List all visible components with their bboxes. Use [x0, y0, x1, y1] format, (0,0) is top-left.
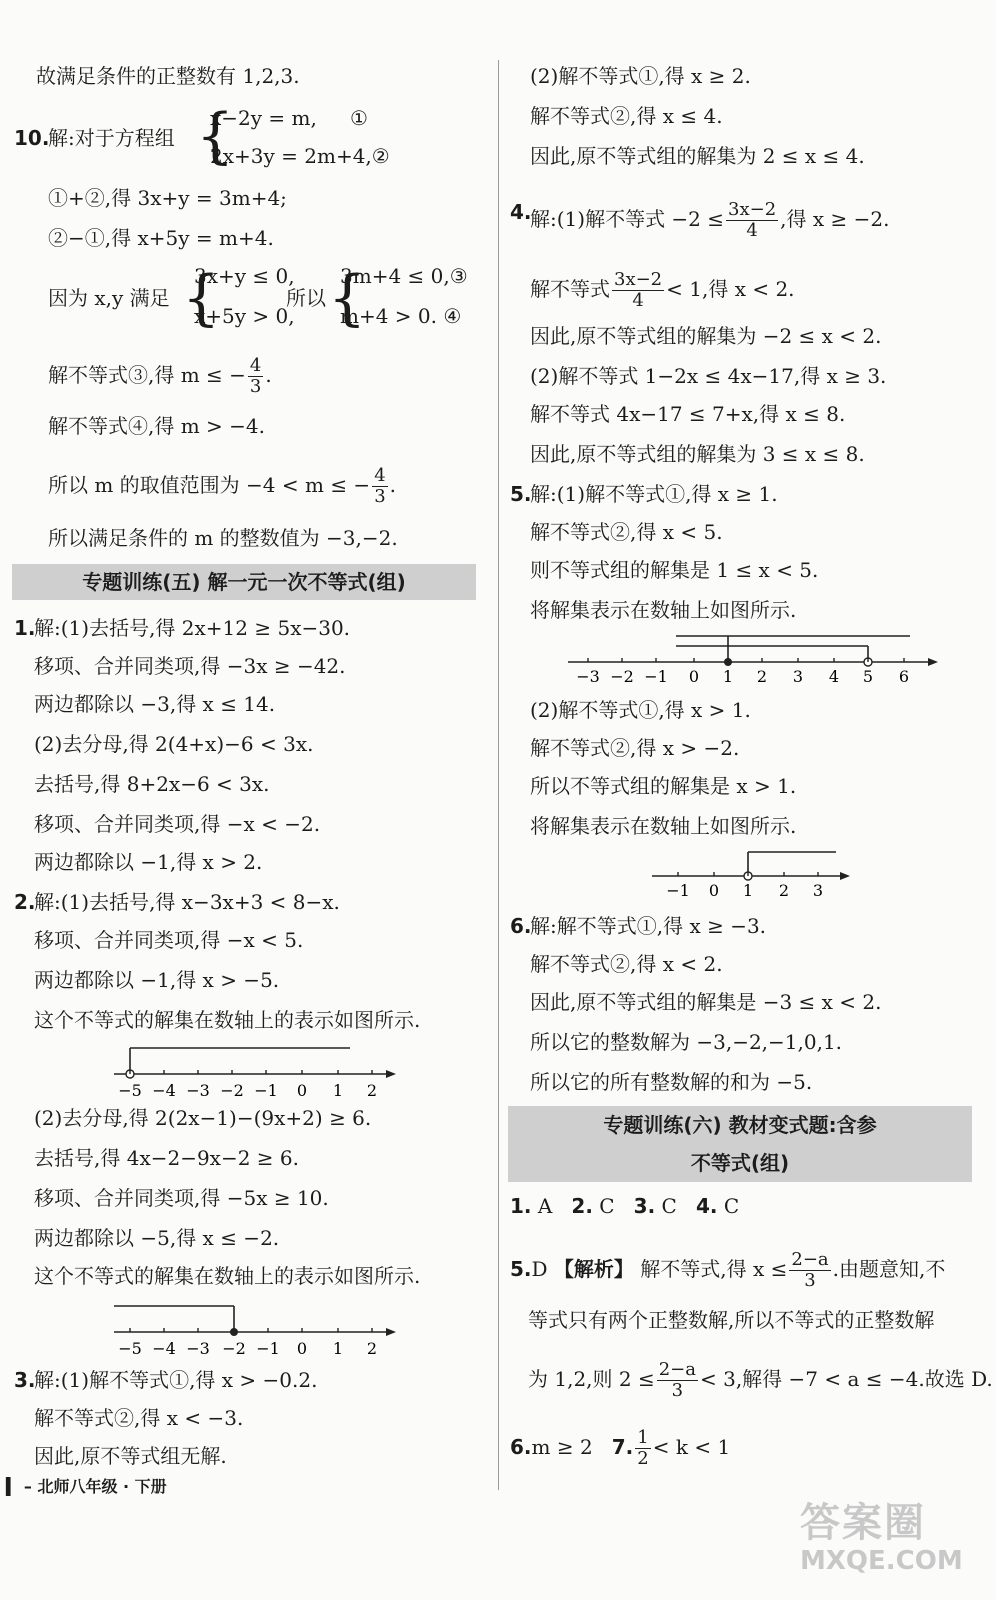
question-number: 10.: [14, 126, 50, 150]
text-line: [530, 270, 795, 311]
axis-label: 4: [828, 667, 840, 686]
text-line: (2)解不等式 1−2x ≤ 4x−17,得 x ≥ 3.: [530, 364, 887, 388]
fraction: [657, 1360, 698, 1401]
question-number: 5.: [510, 482, 532, 506]
section-header: 专题训练(五) 解一元一次不等式(组): [12, 564, 476, 600]
answer: D: [531, 1257, 548, 1281]
text-line: [510, 1250, 945, 1291]
text-line: 解不等式②,得 x < 2.: [530, 952, 723, 976]
question-number: 5.: [510, 1257, 532, 1281]
axis-label: −3: [186, 1081, 210, 1100]
text-line: (2)去分母,得 2(2x−1)−(9x+2) ≥ 6.: [34, 1106, 372, 1130]
axis-label: −3: [576, 667, 600, 686]
axis-label: 2: [756, 667, 768, 686]
fraction: [726, 200, 778, 241]
text-line: (2)解不等式①,得 x ≥ 2.: [530, 64, 751, 88]
fraction-numerator: 4: [374, 465, 386, 486]
text-line: 所以: [286, 286, 326, 310]
fraction: [635, 1428, 650, 1469]
text-span: 为 1,2,则 2 ≤: [528, 1367, 655, 1391]
text-line: 这个不等式的解集在数轴上的表示如图所示.: [34, 1008, 421, 1032]
fraction-denominator: 3: [804, 1270, 816, 1291]
number-line: [110, 1040, 400, 1100]
text-span: .: [389, 473, 396, 497]
axis-label: −2: [610, 667, 634, 686]
number-line: [648, 846, 858, 902]
text-line: 去括号,得 8+2x−6 < 3x.: [34, 772, 270, 796]
answer: m ≥ 2: [531, 1435, 593, 1459]
text-line: 移项、合并同类项,得 −3x ≥ −42.: [34, 654, 346, 678]
axis-label: −5: [118, 1081, 142, 1100]
number-line: [564, 630, 944, 688]
axis-label: −2: [222, 1339, 246, 1358]
text-line: (2)去分母,得 2(4+x)−6 < 3x.: [34, 732, 314, 756]
text-line: (2)解不等式①,得 x > 1.: [530, 698, 751, 722]
brace-icon: {: [182, 263, 221, 333]
question-number: 6.: [510, 1435, 532, 1459]
answer: C: [723, 1194, 740, 1218]
axis-label: −5: [118, 1339, 142, 1358]
fraction-numerator: 3x−2: [614, 269, 663, 290]
brace-icon: {: [196, 101, 235, 171]
axis-label: 3: [792, 667, 804, 686]
text-line: 两边都除以 −3,得 x ≤ 14.: [34, 692, 276, 716]
text-line: [48, 356, 272, 397]
fraction-denominator: 4: [632, 290, 644, 311]
question-number: 3.: [633, 1194, 656, 1218]
fraction-denominator: 2: [637, 1448, 649, 1469]
brace-icon: {: [328, 263, 367, 333]
fraction: [789, 1250, 830, 1291]
question-number: 2.: [14, 890, 36, 914]
text-span: < 1,得 x < 2.: [666, 277, 795, 301]
text-line: 等式只有两个正整数解,所以不等式的正整数解: [528, 1308, 935, 1332]
page-footer: ▍ – 北师八年级 · 下册: [6, 1477, 167, 1496]
fraction-numerator: 1: [637, 1427, 649, 1448]
equation: 2x+3y = 2m+4,②: [210, 144, 390, 168]
axis-label: 0: [688, 667, 700, 686]
axis-label: −1: [666, 881, 690, 900]
axis-label: 0: [708, 881, 720, 900]
text-line: 解不等式②,得 x < −3.: [34, 1406, 244, 1430]
text-span: .由题意知,不: [832, 1257, 946, 1281]
axis-label: 0: [296, 1081, 308, 1100]
text-line: 故满足条件的正整数有 1,2,3.: [36, 64, 300, 88]
axis-label: 1: [722, 667, 734, 686]
fraction-denominator: 4: [746, 220, 758, 241]
section-title-line: 不等式(组): [690, 1151, 790, 1175]
text-line: 两边都除以 −1,得 x > −5.: [34, 968, 280, 992]
text-line: 解:(1)解不等式①,得 x ≥ 1.: [530, 482, 778, 506]
text-line: 所以它的所有整数解的和为 −5.: [530, 1070, 813, 1094]
section-header: [508, 1106, 972, 1182]
answer: C: [661, 1194, 677, 1218]
footer-text: 北师八年级 · 下册: [37, 1477, 167, 1496]
text-line: 将解集表示在数轴上如图所示.: [530, 598, 797, 622]
answer: A: [537, 1194, 553, 1218]
axis-label: −1: [254, 1081, 278, 1100]
axis-label: 1: [332, 1339, 344, 1358]
text-span: 所以 m 的取值范围为 −4 < m ≤ −: [48, 473, 371, 497]
axis-label: −3: [186, 1339, 210, 1358]
text-line: 解不等式②,得 x > −2.: [530, 736, 740, 760]
axis-label: −4: [152, 1081, 176, 1100]
text-line: 解不等式 4x−17 ≤ 7+x,得 x ≤ 8.: [530, 402, 846, 426]
equation: x+5y > 0,: [194, 304, 295, 328]
text-line: 两边都除以 −1,得 x > 2.: [34, 850, 263, 874]
text-span: .: [265, 363, 272, 387]
text-line: 解:解不等式①,得 x ≥ −3.: [530, 914, 767, 938]
text-span: 解不等式③,得 m ≤ −: [48, 363, 246, 387]
fraction-denominator: 3: [249, 376, 262, 397]
text-line: [530, 200, 889, 241]
equation: 3m+4 ≤ 0,③: [340, 264, 468, 288]
text-line: 解不等式④,得 m > −4.: [48, 414, 265, 438]
question-number: 7.: [611, 1435, 634, 1459]
equation-mark: ①: [350, 106, 368, 130]
text-span: ,得 x ≥ −2.: [780, 207, 890, 231]
axis-label: 0: [296, 1339, 308, 1358]
text-line: 所以不等式组的解集是 x > 1.: [530, 774, 797, 798]
text-line: [48, 466, 396, 507]
text-line: [528, 1360, 993, 1401]
text-line: ①+②,得 3x+y = 3m+4;: [48, 186, 287, 210]
fraction-numerator: 3x−2: [728, 199, 777, 220]
fraction-numerator: 2−a: [658, 1359, 696, 1380]
text-line: [510, 1428, 730, 1469]
text-line: 解:(1)去括号,得 2x+12 ≥ 5x−30.: [34, 616, 351, 640]
text-line: 移项、合并同类项,得 −x < −2.: [34, 812, 321, 836]
text-line: 这个不等式的解集在数轴上的表示如图所示.: [34, 1264, 421, 1288]
text-line: 解:(1)解不等式①,得 x > −0.2.: [34, 1368, 318, 1392]
text-line: 则不等式组的解集是 1 ≤ x < 5.: [530, 558, 819, 582]
axis-label: 2: [366, 1339, 378, 1358]
question-number: 4.: [510, 200, 532, 224]
text-line: 因此,原不等式组无解.: [34, 1444, 227, 1468]
question-number: 1.: [510, 1194, 532, 1218]
answer-row: [510, 1194, 739, 1218]
number-line: [110, 1296, 400, 1358]
column-divider: [498, 60, 499, 1490]
axis-label: 6: [898, 667, 910, 686]
answer: C: [599, 1194, 615, 1218]
text-line: 解不等式②,得 x < 5.: [530, 520, 723, 544]
text-line: 解:对于方程组: [48, 126, 175, 150]
text-line: 移项、合并同类项,得 −5x ≥ 10.: [34, 1186, 329, 1210]
text-line: 所以它的整数解为 −3,−2,−1,0,1.: [530, 1030, 843, 1054]
axis-label: 2: [366, 1081, 378, 1100]
text-line: ②−①,得 x+5y = m+4.: [48, 226, 274, 250]
axis-label: −2: [220, 1081, 244, 1100]
fraction: [248, 356, 263, 397]
question-number: 3.: [14, 1368, 36, 1392]
equation: x−2y = m,: [210, 106, 317, 130]
axis-label: 1: [332, 1081, 344, 1100]
axis-label: −4: [152, 1339, 176, 1358]
axis-label: 1: [742, 881, 754, 900]
text-line: 因为 x,y 满足: [48, 286, 170, 310]
text-span: 解不等式: [530, 277, 610, 301]
text-span: < k < 1: [652, 1435, 731, 1459]
watermark-url: MXQE.COM: [800, 1546, 963, 1576]
text-line: 因此,原不等式组的解集为 3 ≤ x ≤ 8.: [530, 442, 865, 466]
text-line: 因此,原不等式组的解集为 2 ≤ x ≤ 4.: [530, 144, 865, 168]
text-line: 所以满足条件的 m 的整数值为 −3,−2.: [48, 526, 398, 550]
watermark-text: 答案圈: [800, 1500, 926, 1546]
text-line: 两边都除以 −5,得 x ≤ −2.: [34, 1226, 280, 1250]
text-span: 解不等式,得 x ≤: [640, 1257, 788, 1281]
text-line: 解:(1)去括号,得 x−3x+3 < 8−x.: [34, 890, 340, 914]
fraction-denominator: 3: [671, 1380, 684, 1401]
question-number: 4.: [695, 1194, 718, 1218]
text-line: 去括号,得 4x−2−9x−2 ≥ 6.: [34, 1146, 299, 1170]
text-line: 因此,原不等式组的解集是 −3 ≤ x < 2.: [530, 990, 882, 1014]
text-line: 解不等式②,得 x ≤ 4.: [530, 104, 723, 128]
question-number: 1.: [14, 616, 36, 640]
text-span: 解:(1)解不等式 −2 ≤: [530, 207, 725, 231]
analysis-tag: 【解析】: [553, 1257, 634, 1281]
text-line: 因此,原不等式组的解集为 −2 ≤ x < 2.: [530, 324, 882, 348]
text-line: 将解集表示在数轴上如图所示.: [530, 814, 797, 838]
section-title-line: 专题训练(六) 教材变式题:含参: [603, 1113, 877, 1137]
fraction: [612, 270, 664, 311]
question-number: 6.: [510, 914, 532, 938]
axis-label: −1: [644, 667, 668, 686]
axis-label: 5: [862, 667, 874, 686]
equation: 3x+y ≤ 0,: [194, 264, 295, 288]
fraction-numerator: 4: [249, 355, 262, 376]
watermark-logo: [800, 1500, 970, 1590]
question-number: 2.: [571, 1194, 593, 1218]
fraction-denominator: 3: [374, 486, 386, 507]
fraction: [372, 466, 387, 507]
text-span: < 3,解得 −7 < a ≤ −4.故选 D.: [699, 1367, 993, 1391]
axis-label: 2: [778, 881, 790, 900]
text-line: 移项、合并同类项,得 −x < 5.: [34, 928, 304, 952]
axis-label: −1: [256, 1339, 280, 1358]
axis-label: 3: [812, 881, 824, 900]
equation: m+4 > 0. ④: [340, 304, 462, 328]
fraction-numerator: 2−a: [791, 1249, 829, 1270]
